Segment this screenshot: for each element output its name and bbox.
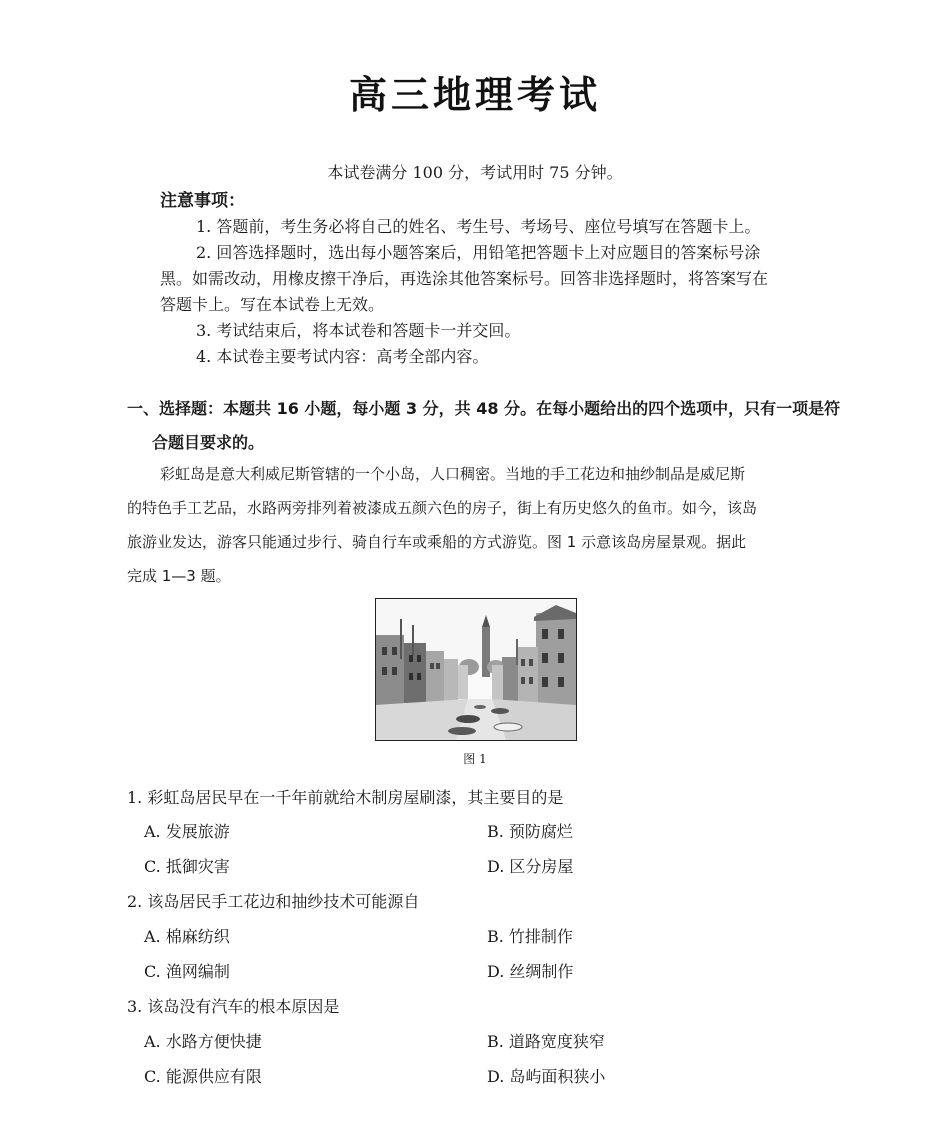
notice-line: 黑。如需改动，用橡皮擦干净后，再选涂其他答案标号。回答非选择题时，将答案写在 [160,269,769,288]
canal-photo-illustration [376,599,576,740]
notice-line: 4. 本试卷主要考试内容：高考全部内容。 [196,347,489,366]
passage-line: 的特色手工艺品，水路两旁排列着被漆成五颜六色的房子，街上有历史悠久的鱼市。如今，该岛 [127,499,758,517]
question-2-option-b: B. 竹排制作 [487,927,573,946]
question-2-option-d: D. 丝绸制作 [487,962,574,981]
section-heading: 一、选择题：本题共 16 小题，每小题 3 分，共 48 分。在每小题给出的四个选项中，只有一项是符 [127,399,841,418]
passage-line: 彩虹岛是意大利威尼斯管辖的一个小岛，人口稠密。当地的手工花边和抽纱制品是威尼斯 [160,465,746,483]
section-heading-cont: 合题目要求的。 [152,433,265,452]
question-3-option-c: C. 能源供应有限 [144,1067,262,1086]
notice-line: 3. 考试结束后，将本试卷和答题卡一并交回。 [196,321,521,340]
notice-line: 答题卡上。写在本试卷上无效。 [160,295,385,314]
question-1-stem: 1. 彩虹岛居民早在一千年前就给木制房屋刷漆，其主要目的是 [127,788,564,807]
question-3-option-d: D. 岛屿面积狭小 [487,1067,606,1086]
notice-line: 2. 回答选择题时，选出每小题答案后，用铅笔把答题卡上对应题目的答案标号涂 [196,243,761,262]
passage-line: 完成 1—3 题。 [127,567,231,585]
exam-title: 高三地理考试 [348,73,601,117]
exam-meta: 本试卷满分 100 分，考试用时 75 分钟。 [327,163,623,182]
question-3-option-b: B. 道路宽度狭窄 [487,1032,605,1051]
figure-1-island-houses [375,598,577,741]
question-2-option-a: A. 棉麻纺织 [144,927,230,946]
question-2-stem: 2. 该岛居民手工花边和抽纱技术可能源自 [127,892,420,911]
question-1-option-b: B. 预防腐烂 [487,822,573,841]
figure-caption: 图 1 [463,752,487,766]
notice-line: 1. 答题前，考生务必将自己的姓名、考生号、考场号、座位号填写在答题卡上。 [196,217,761,236]
question-1-option-c: C. 抵御灾害 [144,857,230,876]
question-1-option-d: D. 区分房屋 [487,857,574,876]
question-3-stem: 3. 该岛没有汽车的根本原因是 [127,997,340,1016]
question-2-option-c: C. 渔网编制 [144,962,230,981]
question-1-option-a: A. 发展旅游 [144,822,230,841]
question-3-option-a: A. 水路方便快捷 [144,1032,262,1051]
notice-title: 注意事项： [160,191,245,211]
passage-line: 旅游业发达，游客只能通过步行、骑自行车或乘船的方式游览。图 1 示意该岛房屋景观。据此 [127,533,747,551]
